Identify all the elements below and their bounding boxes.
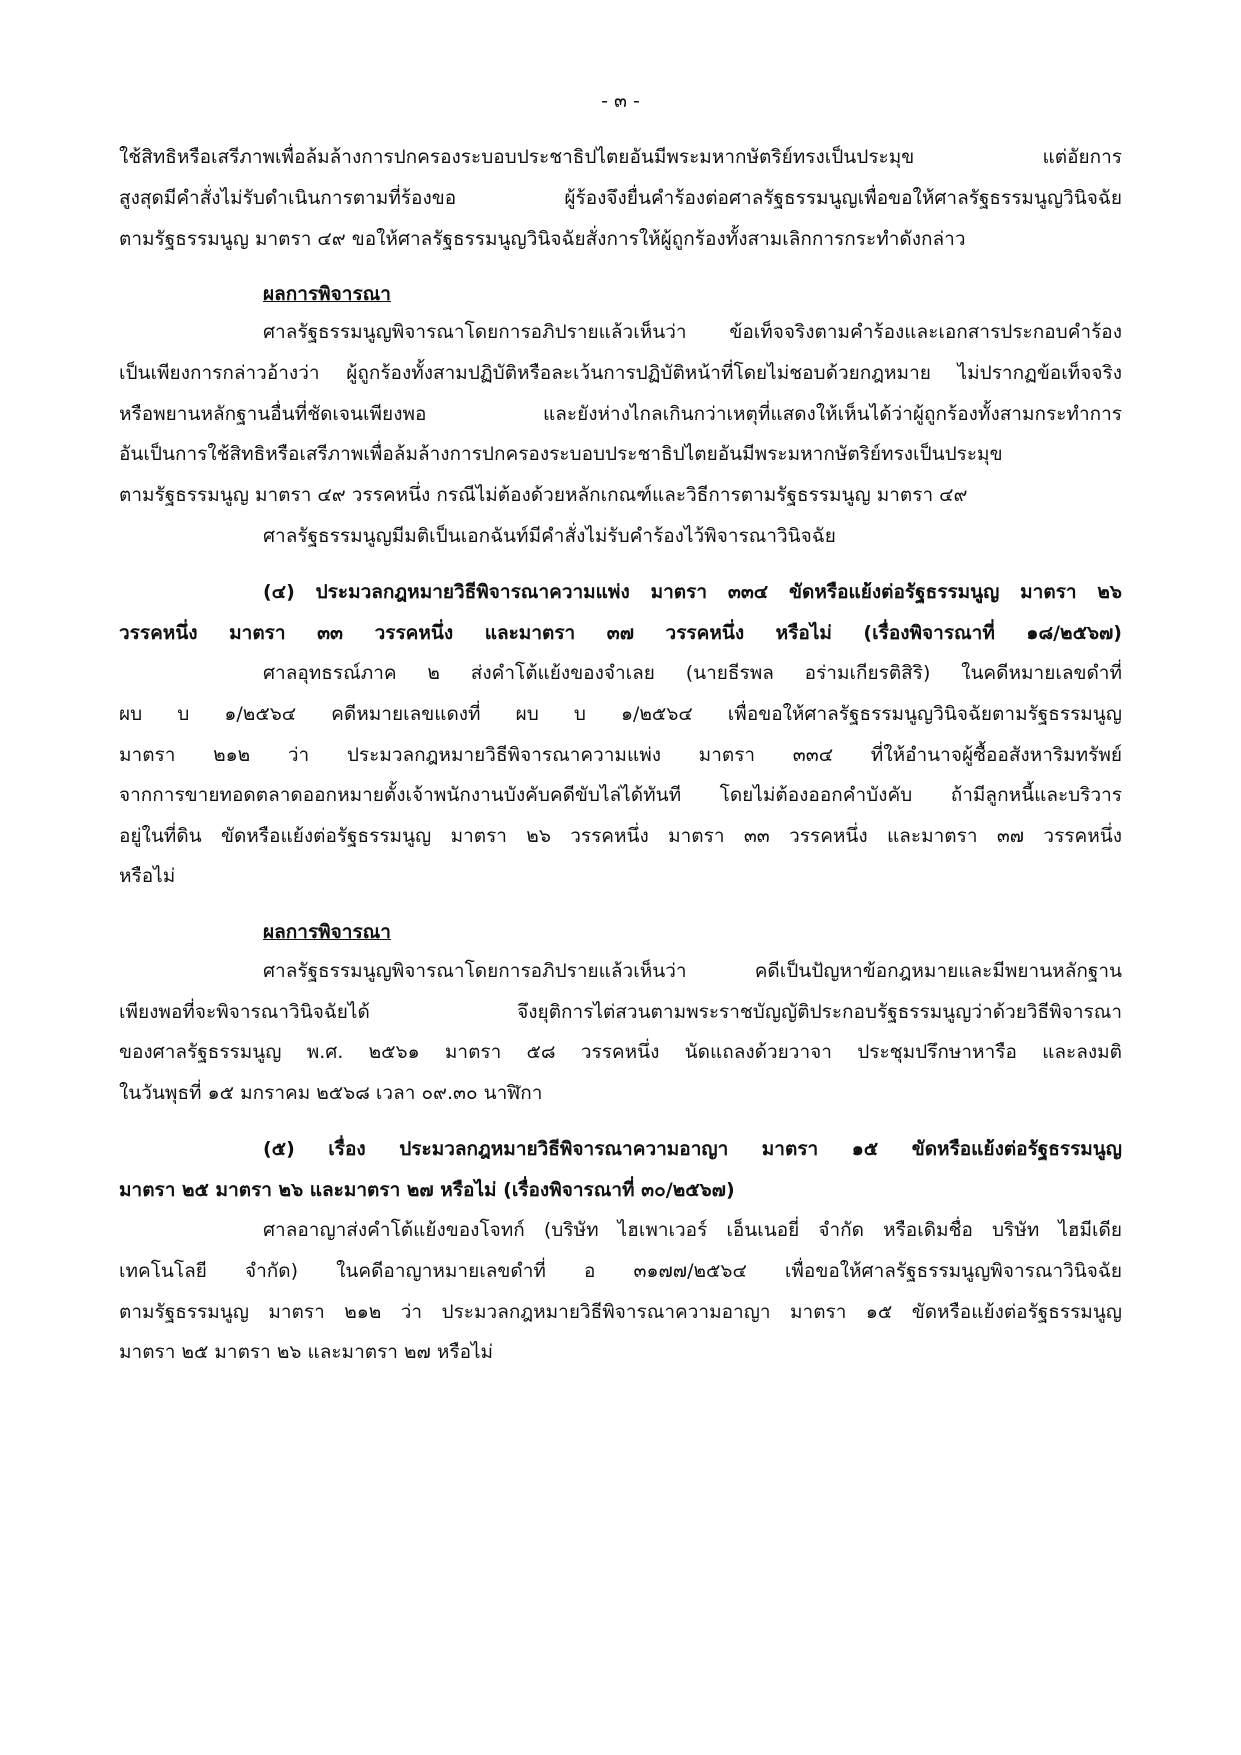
case-title-line: มาตรา ๒๕ มาตรา ๒๖ และมาตรา ๒๗ หรือไม่ (เรื่องพิจารณาที่ ๓๐/๒๕๖๗) <box>119 1179 735 1201</box>
paragraph-line: มาตรา ๒๕ มาตรา ๒๖ และมาตรา ๒๗ หรือไม่ <box>119 1341 494 1363</box>
paragraph-line: ศาลรัฐธรรมนูญพิจารณาโดยการอภิปรายแล้วเห็นว่า คดีเป็นปัญหาข้อกฎหมายและมีพยานหลักฐาน <box>263 960 1122 982</box>
paragraph-line: ของศาลรัฐธรรมนูญ พ.ศ. ๒๕๖๑ มาตรา ๕๘ วรรคหนึ่ง นัดแถลงด้วยวาจา ประชุมปรึกษาหารือ และลงมติ <box>119 1041 1122 1063</box>
paragraph-line: ใช้สิทธิหรือเสรีภาพเพื่อล้มล้างการปกครองระบอบประชาธิปไตยอันมีพระมหากษัตริย์ทรงเป็นประมุข แต่อัยการ <box>119 146 1122 168</box>
paragraph-line: หรือพยานหลักฐานอื่นที่ชัดเจนเพียงพอ และยังห่างไกลเกินกว่าเหตุที่แสดงให้เห็นได้ว่าผู้ถูกร้องทั้งสามกระทำการ <box>119 403 1122 425</box>
paragraph-line: เทคโนโลยี จำกัด) ในคดีอาญาหมายเลขดำที่ อ ๓๑๗๗/๒๕๖๔ เพื่อขอให้ศาลรัฐธรรมนูญพิจารณาวินิจฉัย <box>119 1260 1122 1282</box>
paragraph-line: จากการขายทอดตลาดออกหมายตั้งเจ้าพนักงานบังคับคดีขับไล่ได้ทันที โดยไม่ต้องออกคำบังคับ ถ้ามีลูกหนี้และบริวาร <box>119 784 1122 806</box>
paragraph-line: ศาลรัฐธรรมนูญมีมติเป็นเอกฉันท์มีคำสั่งไม่รับคำร้องไว้พิจารณาวินิจฉัย <box>263 525 836 547</box>
paragraph-line: อยู่ในที่ดิน ขัดหรือแย้งต่อรัฐธรรมนูญ มาตรา ๒๖ วรรคหนึ่ง มาตรา ๓๓ วรรคหนึ่ง และมาตรา ๓๗ วรรคหนึ่ง <box>119 825 1122 847</box>
section-heading: ผลการพิจารณา <box>263 921 391 943</box>
case-title-line: (๕) เรื่อง ประมวลกฎหมายวิธีพิจารณาความอาญา มาตรา ๑๕ ขัดหรือแย้งต่อรัฐธรรมนูญ <box>263 1138 1122 1160</box>
paragraph-line: ตามรัฐธรรมนูญ มาตรา ๔๙ วรรคหนึ่ง กรณีไม่ต้องด้วยหลักเกณฑ์และวิธีการตามรัฐธรรมนูญ มาตรา ๔๙ <box>119 484 968 506</box>
paragraph-line: เป็นเพียงการกล่าวอ้างว่า ผู้ถูกร้องทั้งสามปฏิบัติหรือละเว้นการปฏิบัติหน้าที่โดยไม่ชอบด้วยกฎหมาย ไม่ปรากฏข้อเท็จจริง <box>119 362 1122 384</box>
page-number: - ๓ - <box>601 90 640 112</box>
case-title-line: (๔) ประมวลกฎหมายวิธีพิจารณาความแพ่ง มาตรา ๓๓๔ ขัดหรือแย้งต่อรัฐธรรมนูญ มาตรา ๒๖ <box>263 581 1122 603</box>
paragraph-line: ตามรัฐธรรมนูญ มาตรา ๔๙ ขอให้ศาลรัฐธรรมนูญวินิจฉัยสั่งการให้ผู้ถูกร้องทั้งสามเลิกการกระทำดังกล่าว <box>119 228 966 250</box>
paragraph-line: ศาลอาญาส่งคำโต้แย้งของโจทก์ (บริษัท ไฮเพาเวอร์ เอ็นเนอยี่ จำกัด หรือเดิมชื่อ บริษัท ไฮมีเดีย <box>263 1219 1122 1241</box>
paragraph-line: ผบ บ ๑/๒๕๖๔ คดีหมายเลขแดงที่ ผบ บ ๑/๒๕๖๔ เพื่อขอให้ศาลรัฐธรรมนูญวินิจฉัยตามรัฐธรรมนูญ <box>119 703 1122 725</box>
paragraph-line: มาตรา ๒๑๒ ว่า ประมวลกฎหมายวิธีพิจารณาความแพ่ง มาตรา ๓๓๔ ที่ให้อำนาจผู้ซื้ออสังหาริมทรัพย์ <box>119 744 1122 766</box>
paragraph-line: ศาลรัฐธรรมนูญพิจารณาโดยการอภิปรายแล้วเห็นว่า ข้อเท็จจริงตามคำร้องและเอกสารประกอบคำร้อง <box>263 321 1122 343</box>
paragraph-line: ศาลอุทธรณ์ภาค ๒ ส่งคำโต้แย้งของจำเลย (นายธีรพล อร่ามเกียรติสิริ) ในคดีหมายเลขดำที่ <box>263 662 1122 684</box>
case-title-line: วรรคหนึ่ง มาตรา ๓๓ วรรคหนึ่ง และมาตรา ๓๗ วรรคหนึ่ง หรือไม่ (เรื่องพิจารณาที่ ๑๘/๒๕๖๗) <box>119 622 1122 644</box>
paragraph-line: ตามรัฐธรรมนูญ มาตรา ๒๑๒ ว่า ประมวลกฎหมายวิธีพิจารณาความอาญา มาตรา ๑๕ ขัดหรือแย้งต่อรัฐธรรมนูญ <box>119 1301 1122 1323</box>
paragraph-line: อันเป็นการใช้สิทธิหรือเสรีภาพเพื่อล้มล้างการปกครองระบอบประชาธิปไตยอันมีพระมหากษัตริย์ทรงเป็นประมุข <box>119 443 1003 465</box>
section-heading: ผลการพิจารณา <box>263 283 391 305</box>
paragraph-line: สูงสุดมีคำสั่งไม่รับดำเนินการตามที่ร้องขอ ผู้ร้องจึงยื่นคำร้องต่อศาลรัฐธรรมนูญเพื่อขอให้ศาลรัฐธรรมนูญวินิจฉัย <box>119 187 1122 209</box>
paragraph-line: ในวันพุธที่ ๑๕ มกราคม ๒๕๖๘ เวลา ๐๙.๓๐ นาฬิกา <box>119 1082 543 1104</box>
paragraph-line: เพียงพอที่จะพิจารณาวินิจฉัยได้ จึงยุติการไต่สวนตามพระราชบัญญัติประกอบรัฐธรรมนูญว่าด้วยวิธีพิจารณา <box>119 1001 1122 1023</box>
paragraph-line: หรือไม่ <box>119 865 176 887</box>
